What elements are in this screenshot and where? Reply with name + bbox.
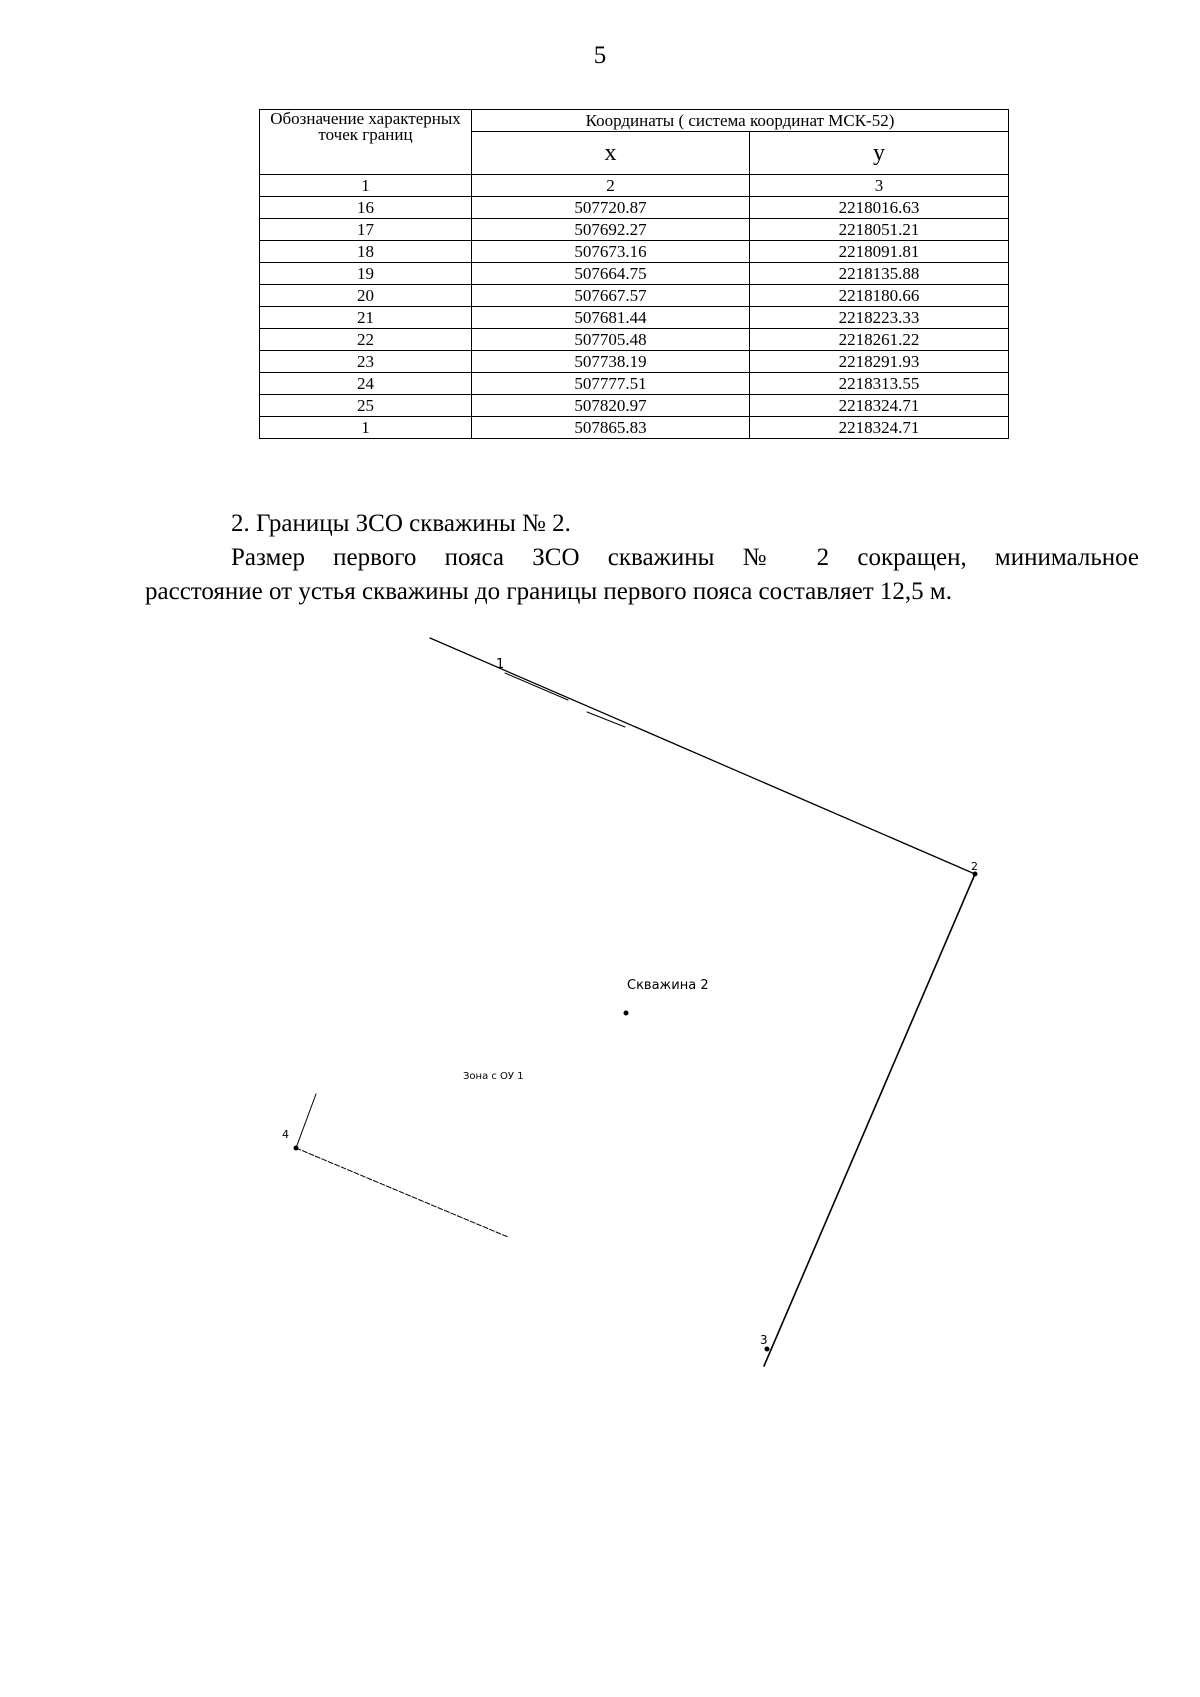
paragraph-line-2: расстояние от устья скважины до границы первого пояса составляет 12,5 м.: [145, 578, 952, 605]
point-3-marker: [765, 1347, 770, 1352]
y-value: 2218324.71: [750, 395, 1009, 417]
point-label-4: 4: [282, 1128, 289, 1141]
column-number: 2: [472, 175, 750, 197]
boundary-line-1-detail: [505, 673, 568, 700]
well-label: Скважина 2: [627, 978, 709, 993]
y-value: 2218091.81: [750, 241, 1009, 263]
header-boundary-points: Обозначение характерных точек границ: [260, 110, 472, 175]
well-marker: [624, 1011, 629, 1016]
x-value: 507667.57: [472, 285, 750, 307]
header-x: x: [472, 132, 750, 175]
header-y: y: [750, 132, 1009, 175]
point-number: 24: [260, 373, 472, 395]
x-value: 507673.16: [472, 241, 750, 263]
point-number: 16: [260, 197, 472, 219]
point-number: 25: [260, 395, 472, 417]
point-4-marker: [294, 1146, 299, 1151]
column-number: 1: [260, 175, 472, 197]
section-heading: 2. Границы ЗСО скважины № 2.: [231, 510, 571, 537]
x-value: 507664.75: [472, 263, 750, 285]
point-label-1: 1: [496, 657, 505, 672]
point-number: 21: [260, 307, 472, 329]
x-value: 507777.51: [472, 373, 750, 395]
y-value: 2218291.93: [750, 351, 1009, 373]
y-value: 2218180.66: [750, 285, 1009, 307]
point-number: 19: [260, 263, 472, 285]
y-value: 2218261.22: [750, 329, 1009, 351]
header-coordinates: Координаты ( система координат МСК-52): [472, 110, 1009, 132]
y-value: 2218324.71: [750, 417, 1009, 439]
point-number: 17: [260, 219, 472, 241]
boundary-line-4: [296, 1148, 508, 1237]
y-value: 2218135.88: [750, 263, 1009, 285]
x-value: 507865.83: [472, 417, 750, 439]
y-value: 2218223.33: [750, 307, 1009, 329]
point-number: 18: [260, 241, 472, 263]
x-value: 507720.87: [472, 197, 750, 219]
column-number: 3: [750, 175, 1009, 197]
point-number: 1: [260, 417, 472, 439]
point-number: 22: [260, 329, 472, 351]
boundary-line-2-3: [764, 874, 975, 1366]
y-value: 2218313.55: [750, 373, 1009, 395]
boundary-line-4-tick: [296, 1094, 316, 1148]
x-value: 507692.27: [472, 219, 750, 241]
y-value: 2218016.63: [750, 197, 1009, 219]
point-label-3: 3: [760, 1333, 768, 1347]
point-number: 20: [260, 285, 472, 307]
x-value: 507705.48: [472, 329, 750, 351]
x-value: 507820.97: [472, 395, 750, 417]
boundary-line-1-2: [430, 638, 975, 874]
paragraph-line-1: Размер первого пояса ЗСО скважины № 2 сокращен, минимальное: [231, 544, 1139, 571]
point-label-2: 2: [971, 860, 978, 873]
page-number: 5: [593, 42, 607, 69]
x-value: 507738.19: [472, 351, 750, 373]
zone-label: Зона с ОУ 1: [463, 1071, 524, 1082]
point-number: 23: [260, 351, 472, 373]
y-value: 2218051.21: [750, 219, 1009, 241]
x-value: 507681.44: [472, 307, 750, 329]
